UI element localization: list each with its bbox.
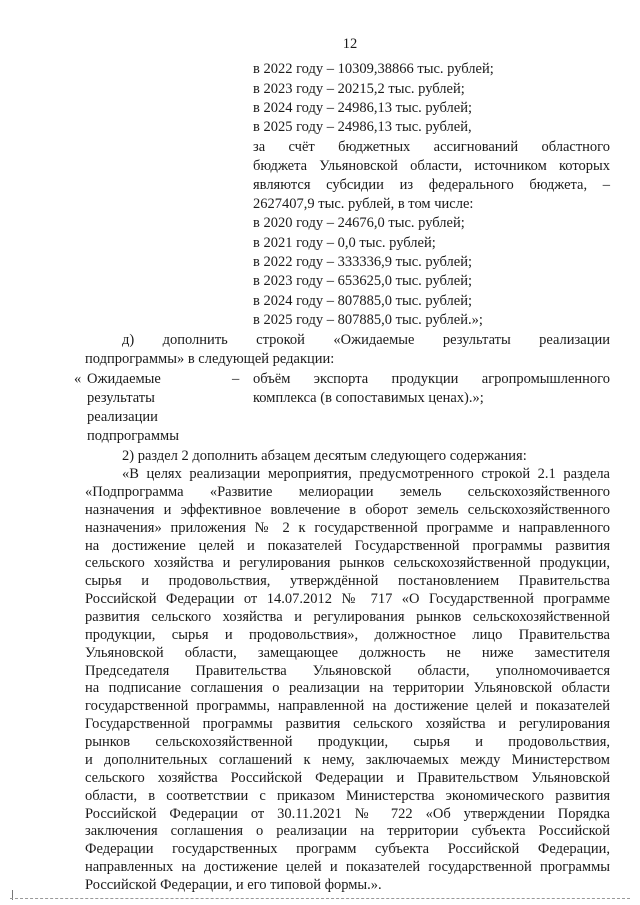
- item-d-line: подпрограммы» в следующей редакции:: [85, 351, 335, 367]
- page-number: 12: [342, 36, 358, 52]
- results-label: результаты: [87, 390, 155, 406]
- results-label: реализации: [87, 409, 158, 425]
- paragraph-last-line: Российской Федерации, и его типовой формы.».: [85, 877, 382, 893]
- paragraph-line: сельского хозяйства и регулирования рынков сельскохозяйственной продукции,: [85, 555, 610, 572]
- item-d-line: д) дополнить строкой «Ожидаемые результаты реализации: [122, 332, 610, 348]
- paragraph-line: заключения соглашения о реализации на территории субъекта Российской: [85, 823, 610, 840]
- paragraph-line: «Подпрограмма «Развитие мелиорации земель сельскохозяйственного: [85, 483, 610, 500]
- paragraph-line: продукции, сырья и продовольствия», должностное лицо Правительства: [85, 626, 610, 643]
- open-quote: «: [74, 371, 82, 387]
- federal-line: 2627407,9 тыс. рублей, в том числе:: [253, 196, 474, 212]
- section2-heading: 2) раздел 2 дополнить абзацем десятым следующего содержания:: [122, 448, 527, 464]
- paragraph-line: назначения» приложения № 2 к государственной программе и направленного: [85, 519, 610, 536]
- paragraph-line: сельского хозяйства Российской Федерации и Правительством Ульяновской: [85, 769, 610, 786]
- paragraph-line: на достижение целей и показателей Государственной программы развития: [85, 537, 610, 554]
- funding-line: в 2023 году – 20215,2 тыс. рублей;: [253, 81, 465, 97]
- paragraph-line: назначения и эффективное вовлечение в оборот земель сельскохозяйственного: [85, 501, 610, 518]
- funding-line: в 2024 году – 24986,13 тыс. рублей;: [253, 100, 473, 116]
- paragraph-line: «В целях реализации мероприятия, предусмотренного строкой 2.1 раздела: [122, 466, 610, 482]
- scan-edge-bottom: [10, 898, 630, 903]
- funding-line: в 2022 году – 333336,9 тыс. рублей;: [253, 254, 473, 270]
- funding-line: в 2022 году – 10309,38866 тыс. рублей;: [253, 61, 494, 77]
- paragraph-line: государственной программы, направленной на достижение целей и показателей: [85, 698, 610, 715]
- funding-line: в 2021 году – 0,0 тыс. рублей;: [253, 235, 436, 251]
- federal-line: являются субсидии из федерального бюджета, –: [253, 177, 610, 193]
- results-dash: –: [232, 371, 240, 387]
- results-value: комплекса (в сопоставимых ценах).»;: [253, 390, 484, 406]
- funding-line: в 2023 году – 653625,0 тыс. рублей;: [253, 273, 473, 289]
- federal-line: за счёт бюджетных ассигнований областного: [253, 139, 610, 155]
- paragraph-line: на подписание соглашения о реализации на территории Ульяновской области: [85, 680, 610, 697]
- paragraph-line: Председателя Правительства Ульяновской области, уполномочивается: [85, 662, 610, 679]
- paragraph-line: рынков сельскохозяйственной продукции, сырья и продовольствия,: [85, 734, 610, 750]
- paragraph-line: Российской Федерации от 30.11.2021 № 722 «Об утверждении Порядка: [85, 805, 610, 822]
- paragraph-line: Государственной программы развития сельского хозяйства и регулирования: [85, 716, 610, 733]
- paragraph-line: и дополнительных соглашений к нему, заключаемых между Министерством: [85, 751, 610, 768]
- paragraph-line: направленных на достижение целей и показателей государственной программы: [85, 859, 610, 876]
- paragraph-line: Федерации государственных программ субъекта Российской Федерации,: [85, 841, 610, 858]
- paragraph-line: Ульяновской области, замещающее должность не ниже заместителя: [85, 644, 610, 661]
- paragraph-line: сырья и продовольствия, утверждённой постановлением Правительства: [85, 573, 610, 590]
- funding-line: в 2025 году – 24986,13 тыс. рублей,: [253, 119, 472, 135]
- paragraph-line: области, в соответствии с приказом Министерства экономического развития: [85, 787, 610, 804]
- results-label: Ожидаемые: [87, 371, 161, 387]
- federal-line: бюджета Ульяновской области, источником которых: [253, 158, 610, 174]
- paragraph-line: развития сельского хозяйства и регулирования рынков сельскохозяйственной: [85, 609, 610, 625]
- funding-line: в 2025 году – 807885,0 тыс. рублей.»;: [253, 312, 483, 328]
- results-label: подпрограммы: [87, 428, 179, 444]
- funding-line: в 2020 году – 24676,0 тыс. рублей;: [253, 215, 465, 231]
- paragraph-line: Российской Федерации от 14.07.2012 № 717 «О Государственной программе: [85, 591, 610, 608]
- funding-line: в 2024 году – 807885,0 тыс. рублей;: [253, 293, 473, 309]
- results-value: объём экспорта продукции агропромышленного: [253, 371, 610, 387]
